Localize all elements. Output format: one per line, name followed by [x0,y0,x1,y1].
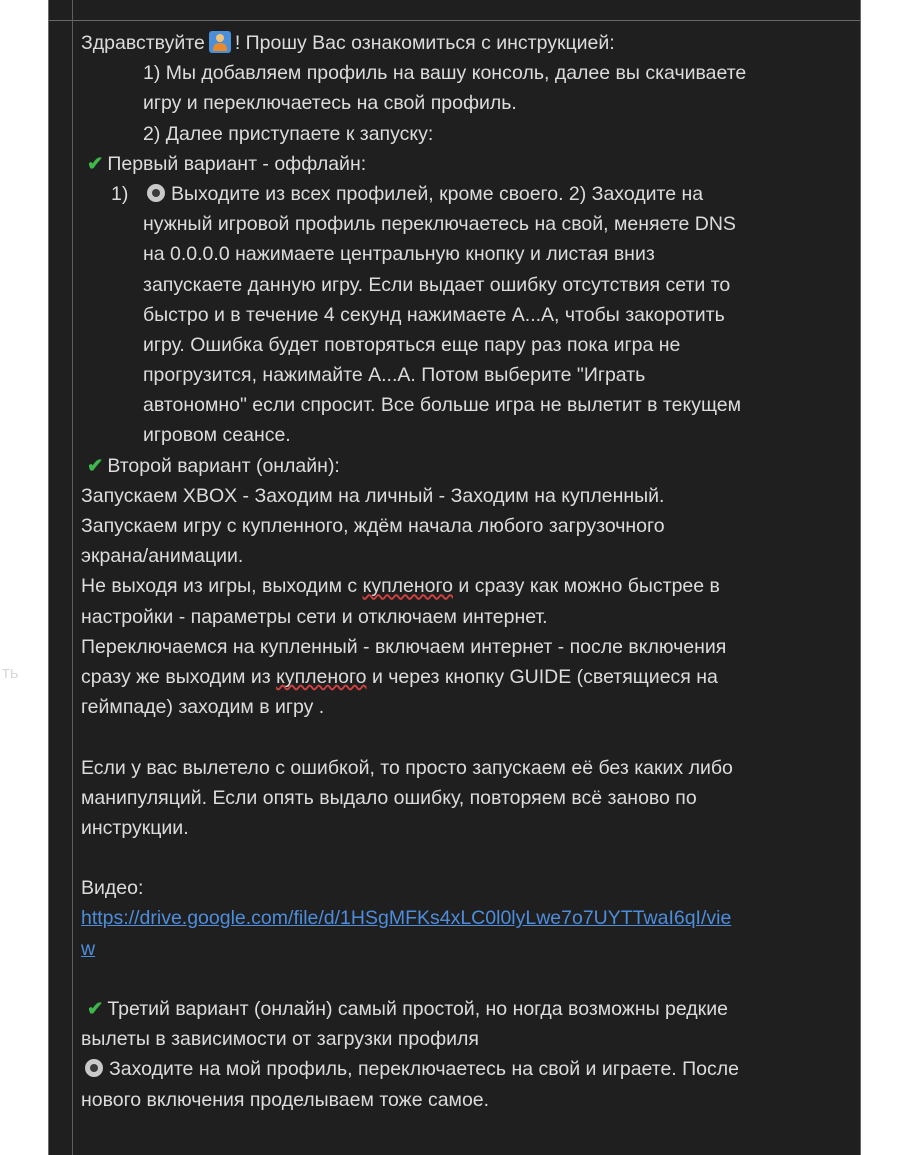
gear-icon [85,1059,103,1077]
option2-line: Запускаем XBOX - Заходим на личный - Заходим на купленный. [81,484,665,507]
check-icon: ✔ [87,454,104,477]
option2-line: Запускаем игру с купленного, ждём начала любого загрузочного [81,515,665,537]
error-line: инструкции. [81,816,189,839]
step-number: 1) [111,182,129,205]
spacer [81,722,857,752]
error-line: манипуляций. Если опять выдало ошибку, повторяем всё заново по [81,786,697,809]
option2-line: Не выходя из игры, выходим с купленого и сразу как можно быстрее в [81,575,720,598]
option2-line: экрана/анимации. [81,545,244,568]
video-link-text[interactable]: https://drive.google.com/file/d/1HSgMFKs4xLC0l0lyLwe7o7UYTTwaI6qI/vie [81,907,732,930]
option1-line: на 0.0.0.0 нажимаете центральную кнопку и листая вниз [143,243,655,266]
option1-line: игровом сеансе. [143,424,291,447]
spacer [81,964,857,994]
video-link-text-end[interactable]: w [81,937,96,960]
option2-line: настройки - параметры сети и отключаем интернет. [81,605,548,628]
option1-line: нужный игровой профиль переключаетесь на свой, меняете DNS [143,213,736,236]
document-panel [48,0,861,1155]
person-raising-hand-icon [209,31,231,53]
video-link-continued[interactable] [81,934,857,964]
top-cell [49,0,860,21]
gear-icon [147,184,165,202]
option3-title: ✔ Третий вариант (онлайн) самый простой, но ногда возможны редкие [87,998,728,1020]
option3-body-continued: нового включения проделываем тоже самое. [81,1088,490,1111]
side-cell-text: ть [2,663,19,682]
option2-line: сразу же выходим из купленого и через кнопку GUIDE (светящиеся на [81,665,718,688]
video-link[interactable] [81,903,857,933]
greeting-text: Здравствуйте [81,32,205,54]
option1-title: ✔ Первый вариант - оффлайн: [87,152,367,175]
greeting-line [81,28,857,58]
intro-line: 1) Мы добавляем профиль на вашу консоль, далее вы скачиваете [143,62,747,85]
video-label: Видео: [81,877,144,900]
option1-line: прогрузится, нажимайте А...А. Потом выберите "Играть [143,364,646,387]
option1-step: 1) Выходите из всех профилей, кроме своего. 2) Заходите на [81,179,857,209]
error-line: Если у вас вылетело с ошибкой, то просто запускаем её без каких либо [81,756,733,779]
intro-line: 2) Далее приступаете к запуску: [143,122,434,145]
option2-title: ✔ Второй вариант (онлайн): [87,454,340,477]
option2-line: Переключаемся на купленный - включаем интернет - после включения [81,635,727,658]
option2-line: геймпаде) заходим в игру . [81,696,325,719]
option3-title-continued: вылеты в зависимости от загрузки профиля [81,1028,479,1051]
check-icon: ✔ [87,152,104,175]
option1-line: быстро и в течение 4 секунд нажимаете А...А, чтобы закоротить [143,303,725,326]
option3-body: Заходите на мой профиль, переключаетесь на свой и играете. После [81,1054,857,1084]
column-divider [72,0,73,1155]
spacer [81,843,857,873]
message-content[interactable] [81,28,857,1115]
option1-line: игру. Ошибка будет повторяться еще пару раз пока игра не [143,333,681,356]
option1-line: автономно" если спросит. Все больше игра не вылетит в текущем [143,394,742,417]
misspelled-word: купленого [276,665,367,688]
option1-line: запускаете данную игру. Если выдает ошибку отсутствия сети то [143,273,731,296]
greeting-instruction: ! Прошу Вас ознакомиться с инструкцией: [234,32,615,54]
misspelled-word: купленого [362,575,453,598]
check-icon: ✔ [87,998,104,1020]
intro-line: игру и переключаетесь на свой профиль. [143,92,517,115]
